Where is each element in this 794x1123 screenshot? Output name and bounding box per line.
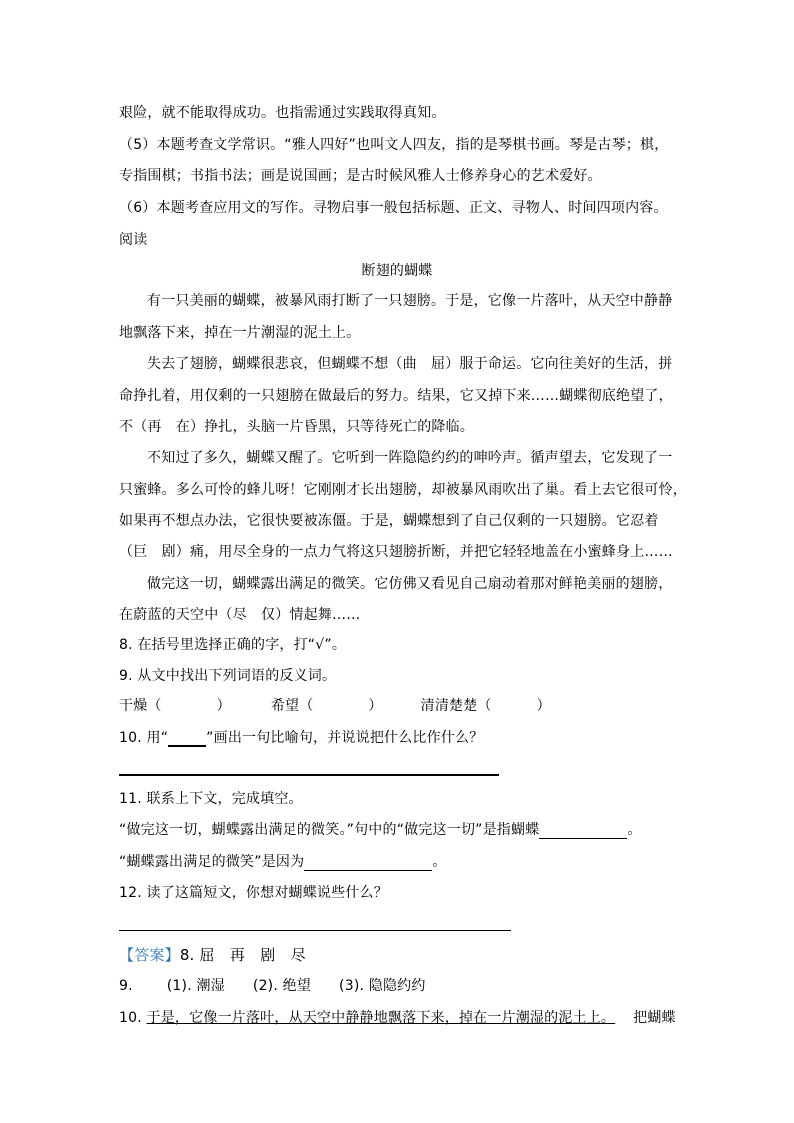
question-12: 12. 读了这篇短文，你想对蝴蝶说些什么？	[119, 885, 388, 901]
section-label: 阅读	[119, 232, 148, 248]
q10-prefix: 10. 用“	[119, 730, 169, 746]
q11-text: “做完这一切，蝴蝶露出满足的微笑。”句中的“做完这一切”是指蝴蝶	[119, 822, 540, 838]
answer-9-item: (1). 潮湿	[166, 978, 225, 994]
passage-line: （巨 剧）痛，用尽全身的一点力气将这只翅膀折断，并把它轻轻地盖在小蜜蜂身上……	[119, 544, 673, 560]
q9-paren: ）	[536, 698, 551, 714]
answer-10	[119, 1009, 676, 1027]
passage-line: 只蜜蜂。多么可怜的蜂儿呀！它刚刚才长出翅膀，却被暴风雨吹出了巢。看上去它很可怜，	[119, 482, 687, 498]
fill-blank[interactable]	[539, 824, 627, 839]
q9-paren: ）	[216, 698, 231, 714]
answer-9-item: (3). 隐隐约约	[339, 978, 426, 994]
passage-line: 不知过了多久，蝴蝶又醒了。它听到一阵隐隐约约的呻吟声。循声望去，它发现了一	[147, 450, 673, 466]
period: 。	[432, 854, 447, 870]
answer-tag: 【答案】	[119, 946, 180, 964]
answer-9-num: 9.	[119, 978, 133, 994]
question-10	[119, 729, 483, 747]
passage-line: 命挣扎着，用仅剩的一只翅膀在做最后的努力。结果，它又掉下来……蝴蝶彻底绝望了，	[119, 388, 673, 404]
question-11: 11. 联系上下文，完成填空。	[119, 791, 303, 807]
passage-line: 地飘落下来，掉在一片潮湿的泥土上。	[119, 325, 361, 341]
q9-item-label: 干燥（	[119, 698, 162, 714]
question-11-line1	[119, 821, 642, 839]
passage-line: 在蔚蓝的天空中（尽 仅）情起舞……	[119, 607, 361, 623]
fill-blank[interactable]	[304, 856, 432, 871]
passage-line: 做完这一切，蝴蝶露出满足的微笑。它仿佛又看见自己扇动着那对鲜艳美丽的翅膀，	[147, 576, 673, 592]
explanation-line: 艰险，就不能取得成功。也指需通过实践取得真知。	[119, 105, 446, 121]
q11-text: “蝴蝶露出满足的微笑”是因为	[119, 854, 305, 870]
question-9-items	[119, 697, 551, 715]
passage-line: 不（再 在）挣扎，头脑一片昏黑，只等待死亡的降临。	[119, 419, 474, 435]
answer-9-item: (2). 绝望	[252, 978, 312, 994]
question-8: 8. 在括号里选择正确的字，打“√”。	[119, 637, 347, 653]
answer-line-q10[interactable]	[119, 774, 499, 776]
period: 。	[627, 822, 642, 838]
question-9: 9. 从文中找出下列词语的反义词。	[119, 668, 337, 684]
passage-line: 如果再不想点办法，它很快要被冻僵。于是，蝴蝶想到了自己仅剩的一只翅膀。它忍着	[119, 513, 659, 529]
answer-9	[119, 977, 426, 995]
q9-paren: ）	[368, 698, 383, 714]
q10-suffix: ”画出一句比喻句，并说说把什么比作什么？	[206, 730, 484, 746]
answer-8-text: 8. 屈 再 剧 尽	[179, 946, 306, 964]
explanation-line: （5）本题考查文学常识。“雅人四好”也叫文人四友，指的是琴棋书画。琴是古琴；棋，	[119, 137, 669, 153]
answer-10-tail: 把蝴蝶	[633, 1010, 676, 1026]
underline-sample	[168, 731, 206, 747]
question-11-line2	[119, 853, 447, 871]
passage-line: 有一只美丽的蝴蝶，被暴风雨打断了一只翅膀。于是，它像一片落叶，从天空中静静	[147, 293, 673, 309]
answer-10-num: 10.	[119, 1010, 142, 1026]
answer-10-underlined: 于是，它像一片落叶，从天空中静静地飘落下来，掉在一片潮湿的泥土上。	[146, 1010, 616, 1026]
answer-line-q12[interactable]	[119, 930, 511, 931]
q9-item-label: 清清楚楚（	[420, 698, 492, 714]
explanation-line: 专指围棋；书指书法；画是说国画；是古时候风雅人士修养身心的艺术爱好。	[119, 168, 602, 184]
passage-title: 断翅的蝴蝶	[361, 263, 433, 279]
explanation-line: （6）本题考查应用文的写作。寻物启事一般包括标题、正文、寻物人、时间四项内容。	[119, 200, 668, 216]
passage-line: 失去了翅膀，蝴蝶很悲哀，但蝴蝶不想（曲 屈）服于命运。它向往美好的生活，拼	[147, 356, 673, 372]
answer-8	[119, 946, 306, 964]
q9-item-label: 希望（	[270, 698, 314, 714]
